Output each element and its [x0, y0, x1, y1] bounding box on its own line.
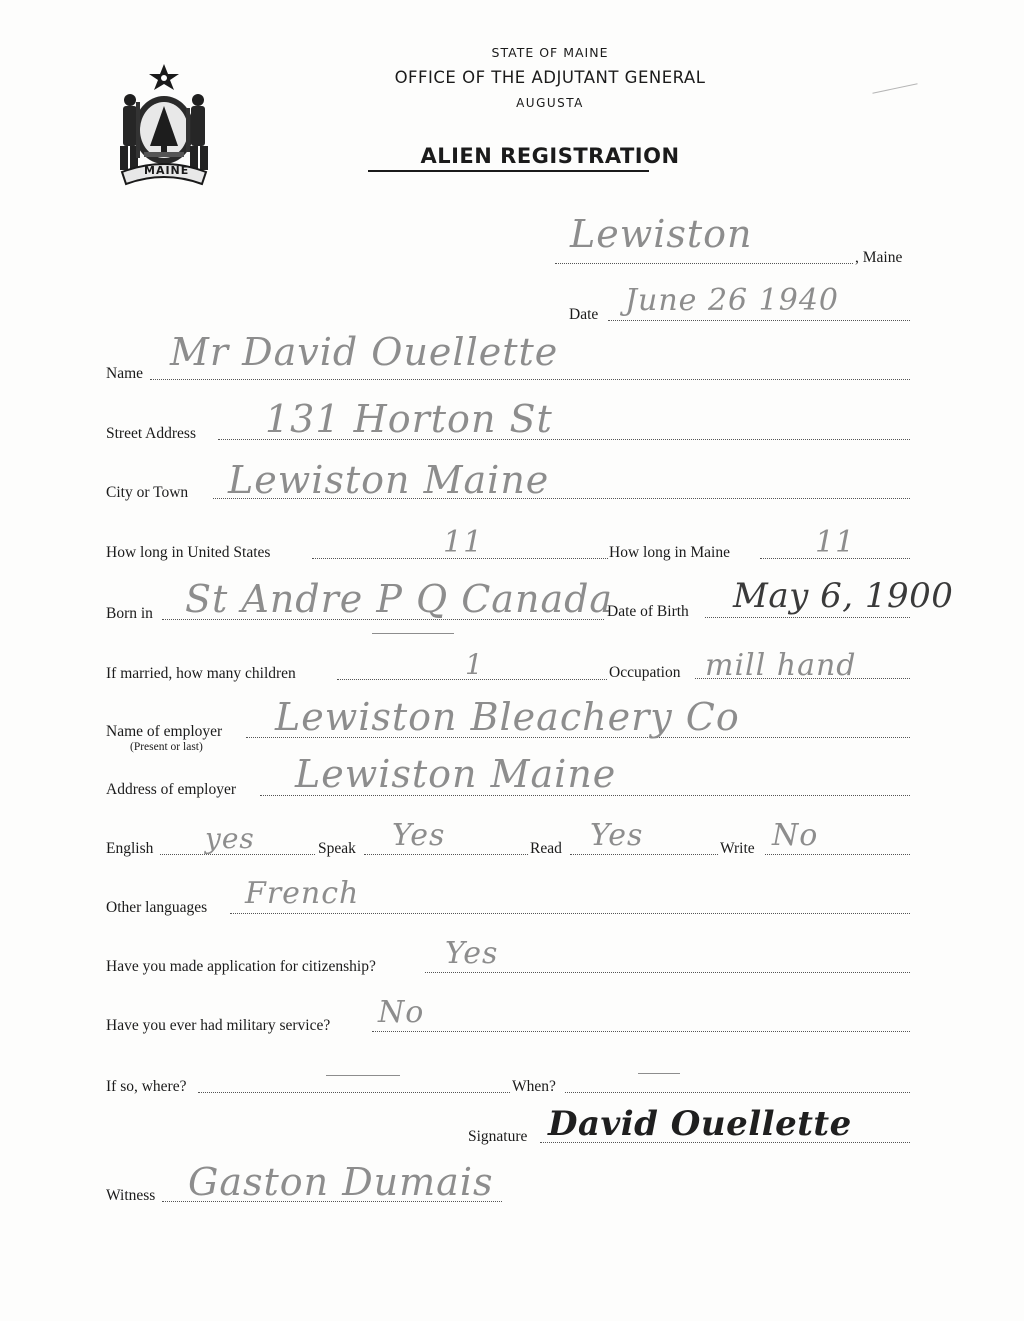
employer-name-value: Lewiston Bleachery Co: [275, 695, 740, 739]
how-long-maine-label: How long in Maine: [609, 544, 730, 561]
english-label: English: [106, 840, 154, 857]
when-dash: [638, 1073, 680, 1074]
date-of-birth-label: Date of Birth: [607, 603, 689, 620]
maine-suffix: , Maine: [855, 249, 903, 266]
other-languages-label: Other languages: [106, 899, 208, 916]
speak-label: Speak: [318, 840, 356, 857]
name-value: Mr David Ouellette: [170, 330, 559, 374]
children-value: 1: [465, 648, 484, 681]
pencil-tick-mark: [872, 83, 917, 94]
write-label: Write: [720, 840, 755, 857]
town-value: Lewiston: [570, 212, 753, 256]
date-line: [608, 320, 910, 321]
signature-value: David Ouellette: [548, 1104, 852, 1144]
occupation-label: Occupation: [609, 664, 681, 681]
when-line: [565, 1092, 910, 1093]
city-value: Lewiston Maine: [228, 458, 550, 502]
street-address-value: 131 Horton St: [265, 397, 553, 441]
witness-value: Gaston Dumais: [188, 1160, 494, 1204]
speak-line: [364, 854, 528, 855]
employer-address-label: Address of employer: [106, 781, 236, 798]
how-long-us-value: 11: [443, 525, 484, 560]
when-label: When?: [512, 1078, 556, 1095]
other-languages-value: French: [245, 876, 360, 911]
other-languages-line: [230, 913, 910, 914]
date-value: June 26 1940: [625, 283, 840, 318]
employer-name-label: Name of employer: [106, 723, 223, 740]
title-underline: [368, 170, 649, 172]
read-value: Yes: [590, 818, 644, 853]
born-in-underscore: [372, 633, 454, 634]
office-heading: OFFICE OF THE ADJUTANT GENERAL: [394, 68, 706, 87]
born-in-label: Born in: [106, 605, 153, 622]
how-long-us-label: How long in United States: [106, 544, 271, 561]
military-service-value: No: [378, 995, 425, 1030]
read-label: Read: [530, 840, 562, 857]
date-label: Date: [569, 306, 599, 323]
english-value: yes: [205, 822, 255, 855]
citizenship-line: [425, 972, 910, 973]
if-so-where-line: [198, 1092, 510, 1093]
form-title: ALIEN REGISTRATION: [420, 144, 680, 168]
citizenship-label: Have you made application for citizenship?: [106, 958, 376, 975]
citizenship-value: Yes: [445, 936, 499, 971]
born-in-value: St Andre P Q Canada: [185, 577, 614, 621]
date-of-birth-line: [705, 617, 910, 618]
married-children-label: If married, how many children: [106, 665, 296, 682]
military-service-label: Have you ever had military service?: [106, 1017, 331, 1034]
state-of-maine-seal: [108, 60, 220, 188]
seal-banner-text: MAINE: [144, 164, 190, 177]
military-service-line: [372, 1031, 910, 1032]
where-dash: [326, 1075, 400, 1076]
name-label: Name: [106, 365, 144, 382]
employer-address-value: Lewiston Maine: [295, 752, 617, 796]
street-address-label: Street Address: [106, 425, 196, 442]
date-of-birth-value: May 6, 1900: [733, 576, 954, 616]
speak-value: Yes: [392, 818, 446, 853]
read-line: [570, 854, 718, 855]
employer-name-note: (Present or last): [130, 741, 203, 753]
write-value: No: [772, 818, 819, 853]
how-long-maine-value: 11: [815, 525, 856, 560]
witness-label: Witness: [106, 1187, 156, 1204]
write-line: [765, 854, 910, 855]
occupation-value: mill hand: [705, 648, 857, 683]
name-line: [150, 379, 910, 380]
town-line: [555, 263, 853, 264]
city-heading: AUGUSTA: [516, 96, 584, 110]
city-label: City or Town: [106, 484, 189, 501]
signature-label: Signature: [468, 1128, 528, 1145]
state-heading: STATE OF MAINE: [491, 45, 609, 60]
if-so-where-label: If so, where?: [106, 1078, 187, 1095]
